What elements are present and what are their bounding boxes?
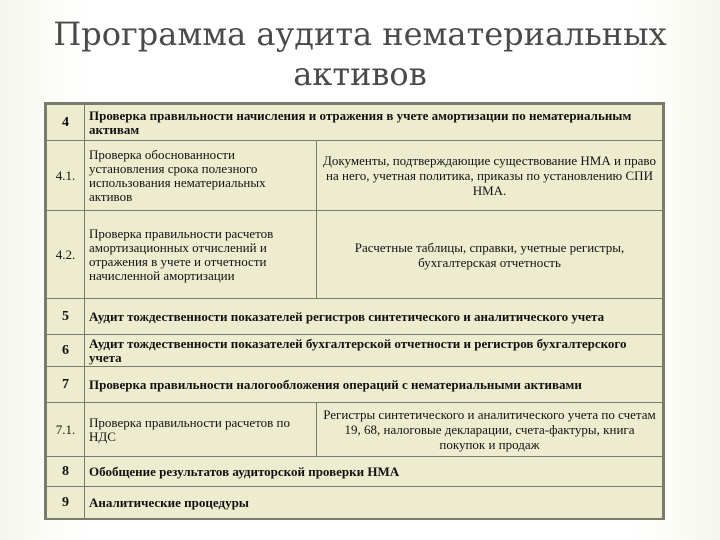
row-description: Аудит тождественности показателей бухгалтерской отчетности и регистров бухгалтерского учета bbox=[85, 335, 663, 367]
row-description: Обобщение результатов аудиторской проверки НМА bbox=[85, 457, 663, 487]
table-row bbox=[47, 211, 663, 299]
row-documents: Документы, подтверждающие существование НМА и право на него, учетная политика, приказы по установлению СПИ НМА. bbox=[317, 141, 663, 211]
table-row bbox=[47, 335, 663, 367]
table-row bbox=[47, 457, 663, 487]
row-description: Проверка правильности расчетов амортизационных отчислений и отражения в учете и отчетности начисленной амортизации bbox=[85, 211, 317, 299]
row-description: Проверка правильности начисления и отражения в учете амортизации по нематериальным активам bbox=[85, 105, 663, 141]
row-description: Аналитические процедуры bbox=[85, 487, 663, 519]
row-number: 8 bbox=[47, 457, 85, 487]
row-description: Проверка правильности налогообложения операций с нематериальными активами bbox=[85, 367, 663, 403]
table-row bbox=[47, 367, 663, 403]
row-number: 4.1. bbox=[47, 141, 85, 211]
table-row bbox=[47, 299, 663, 335]
row-number: 4.2. bbox=[47, 211, 85, 299]
row-number: 6 bbox=[47, 335, 85, 367]
row-number: 9 bbox=[47, 487, 85, 519]
row-number: 7 bbox=[47, 367, 85, 403]
row-description: Аудит тождественности показателей регистров синтетического и аналитического учета bbox=[85, 299, 663, 335]
table-row bbox=[47, 487, 663, 519]
row-documents: Расчетные таблицы, справки, учетные регистры, бухгалтерская отчетность bbox=[317, 211, 663, 299]
table-row bbox=[47, 403, 663, 457]
row-number: 5 bbox=[47, 299, 85, 335]
table-row bbox=[47, 105, 663, 141]
row-description: Проверка обоснованности установления срока полезного использования нематериальных активов bbox=[85, 141, 317, 211]
row-documents: Регистры синтетического и аналитического учета по счетам 19, 68, налоговые декларации, счета-фактуры, книга покупок и продаж bbox=[317, 403, 663, 457]
slide-title: Программа аудита нематериальных активов bbox=[53, 15, 667, 93]
table-row bbox=[47, 141, 663, 211]
row-description: Проверка правильности расчетов по НДС bbox=[85, 403, 317, 457]
audit-program-table bbox=[44, 102, 665, 520]
row-number: 7.1. bbox=[47, 403, 85, 457]
row-number: 4 bbox=[47, 105, 85, 141]
